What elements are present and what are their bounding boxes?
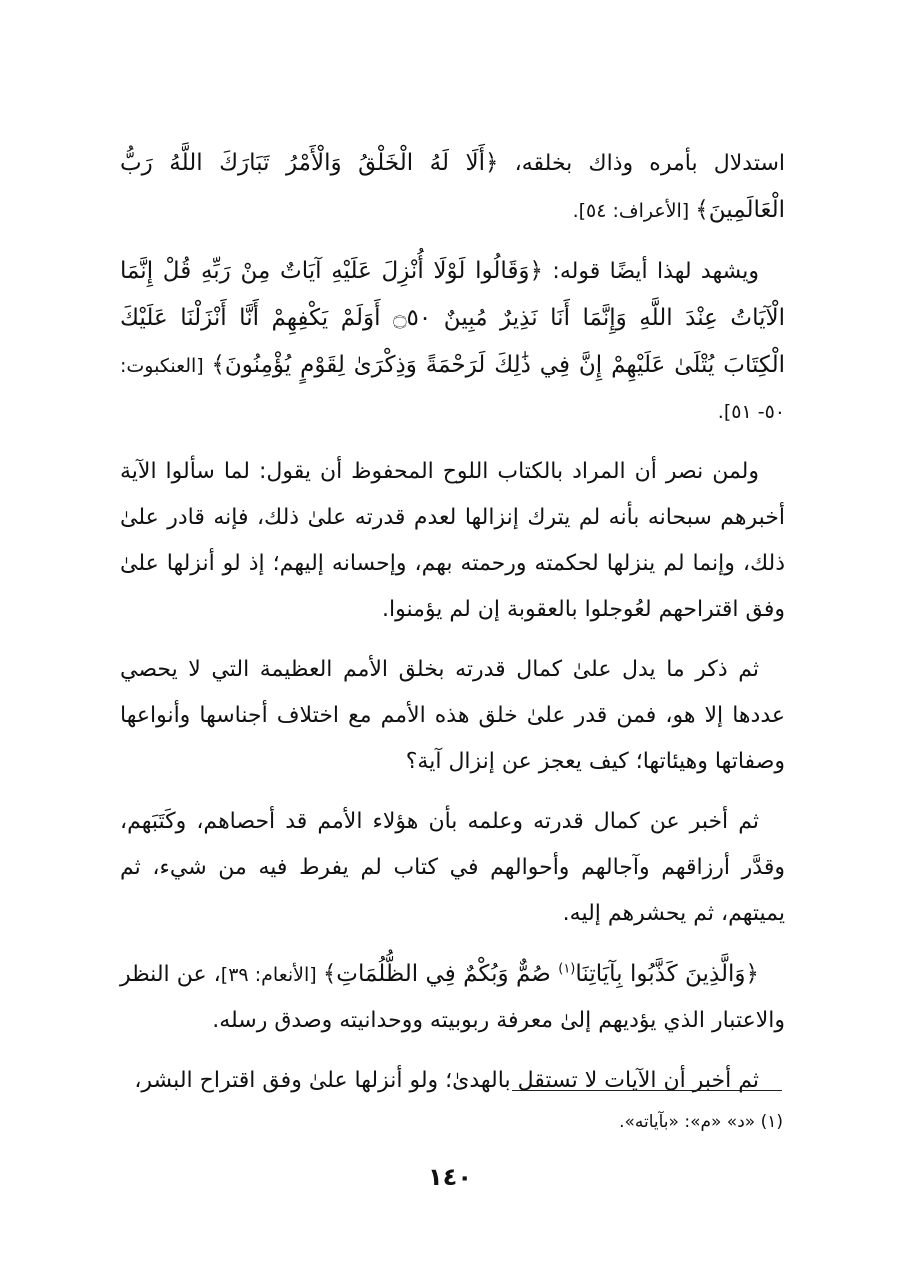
paragraph-4: ثم ذكر ما يدل علىٰ كمال قدرته بخلق الأمم العظيمة التي لا يحصي عددها إلا هو، فمن قدر علىٰ خلق هذه الأمم مع اختلاف أجناسها وأنواعها وصفاتها وهيئاتها؛ كيف يعجز عن إنزال آية؟	[120, 657, 785, 774]
paragraph-2-text: ويشهد لهذا أيضًا قوله:	[543, 259, 759, 284]
paragraph-6-text: ، عن النظر والاعتبار الذي يؤديهم إلىٰ معرفة ربوبيته ووحدانيته وصدق رسله.	[120, 962, 785, 1033]
paragraph-5: ثم أخبر عن كمال قدرته وعلمه بأن هؤلاء الأمم قد أحصاهم، وكَتَبَهم، وقدَّر أرزاقهم وآجالهم وأحوالهم في كتاب لم يفرط فيه من شيء، ثم يميتهم، ثم يحشرهم إليه.	[120, 809, 785, 926]
verse-reference-ankabut: [العنكبوت: ٥٠- ٥١].	[120, 355, 785, 423]
quran-verse-anam-b: صُمٌّ وَبُكْمٌ فِي الظُّلُمَاتِ﴾	[322, 961, 559, 987]
paragraph-1	[120, 140, 785, 234]
paragraph-3: ولمن نصر أن المراد بالكتاب اللوح المحفوظ أن يقول: لما سألوا الآية أخبرهم سبحانه بأنه لم يترك إنزالها لعدم قدرته علىٰ ذلك، فإنه قادر علىٰ ذلك، وإنما لم ينزلها لحكمته ورحمته بهم، وإحسانه إليهم؛ إذ لو أنزلها علىٰ وفق اقتراحهم لعُوجلوا بالعقوبة إن لم يؤمنوا.	[120, 459, 785, 622]
verse-reference-anam: [الأنعام: ٣٩]	[220, 964, 323, 986]
footnote-marker[interactable]: (١)	[558, 961, 576, 977]
paragraph-1-text: استدلال بأمره وذاك بخلقه،	[498, 151, 786, 176]
footnote: (١) «د» «م»: «بآياته».	[619, 1112, 783, 1132]
footnote-divider	[512, 1090, 782, 1091]
quran-verse-ankabut: ﴿وَقَالُوا لَوْلَا أُنْزِلَ عَلَيْهِ آيَاتٌ مِنْ رَبِّهِ قُلْ إِنَّمَا الْآيَاتُ عِنْدَ اللَّهِ وَإِنَّمَا أَنَا نَذِيرٌ مُبِينٌ ۝٥٠ أَوَلَمْ يَكْفِهِمْ أَنَّا أَنْزَلْنَا عَلَيْكَ الْكِتَابَ يُتْلَىٰ عَلَيْهِمْ إِنَّ فِي ذَٰلِكَ لَرَحْمَةً وَذِكْرَىٰ لِقَوْمٍ يُؤْمِنُونَ﴾	[120, 258, 785, 378]
paragraph-6	[120, 951, 785, 1044]
quran-verse-araf: ﴿أَلَا لَهُ الْخَلْقُ وَالْأَمْرُ تَبَارَكَ اللَّهُ رَبُّ الْعَالَمِينَ﴾	[120, 150, 785, 223]
page-body	[120, 140, 785, 1118]
paragraph-7: ثم أخبر أن الآيات لا تستقل بالهدىٰ؛ ولو أنزلها علىٰ وفق اقتراح البشر،	[134, 1068, 759, 1093]
page-number: ١٤٠	[428, 1163, 472, 1191]
paragraph-2	[120, 248, 785, 435]
verse-reference-araf: [الأعراف: ٥٤].	[572, 200, 696, 222]
quran-verse-anam-a: ﴿وَالَّذِينَ كَذَّبُوا بِآيَاتِنَا	[575, 961, 759, 987]
